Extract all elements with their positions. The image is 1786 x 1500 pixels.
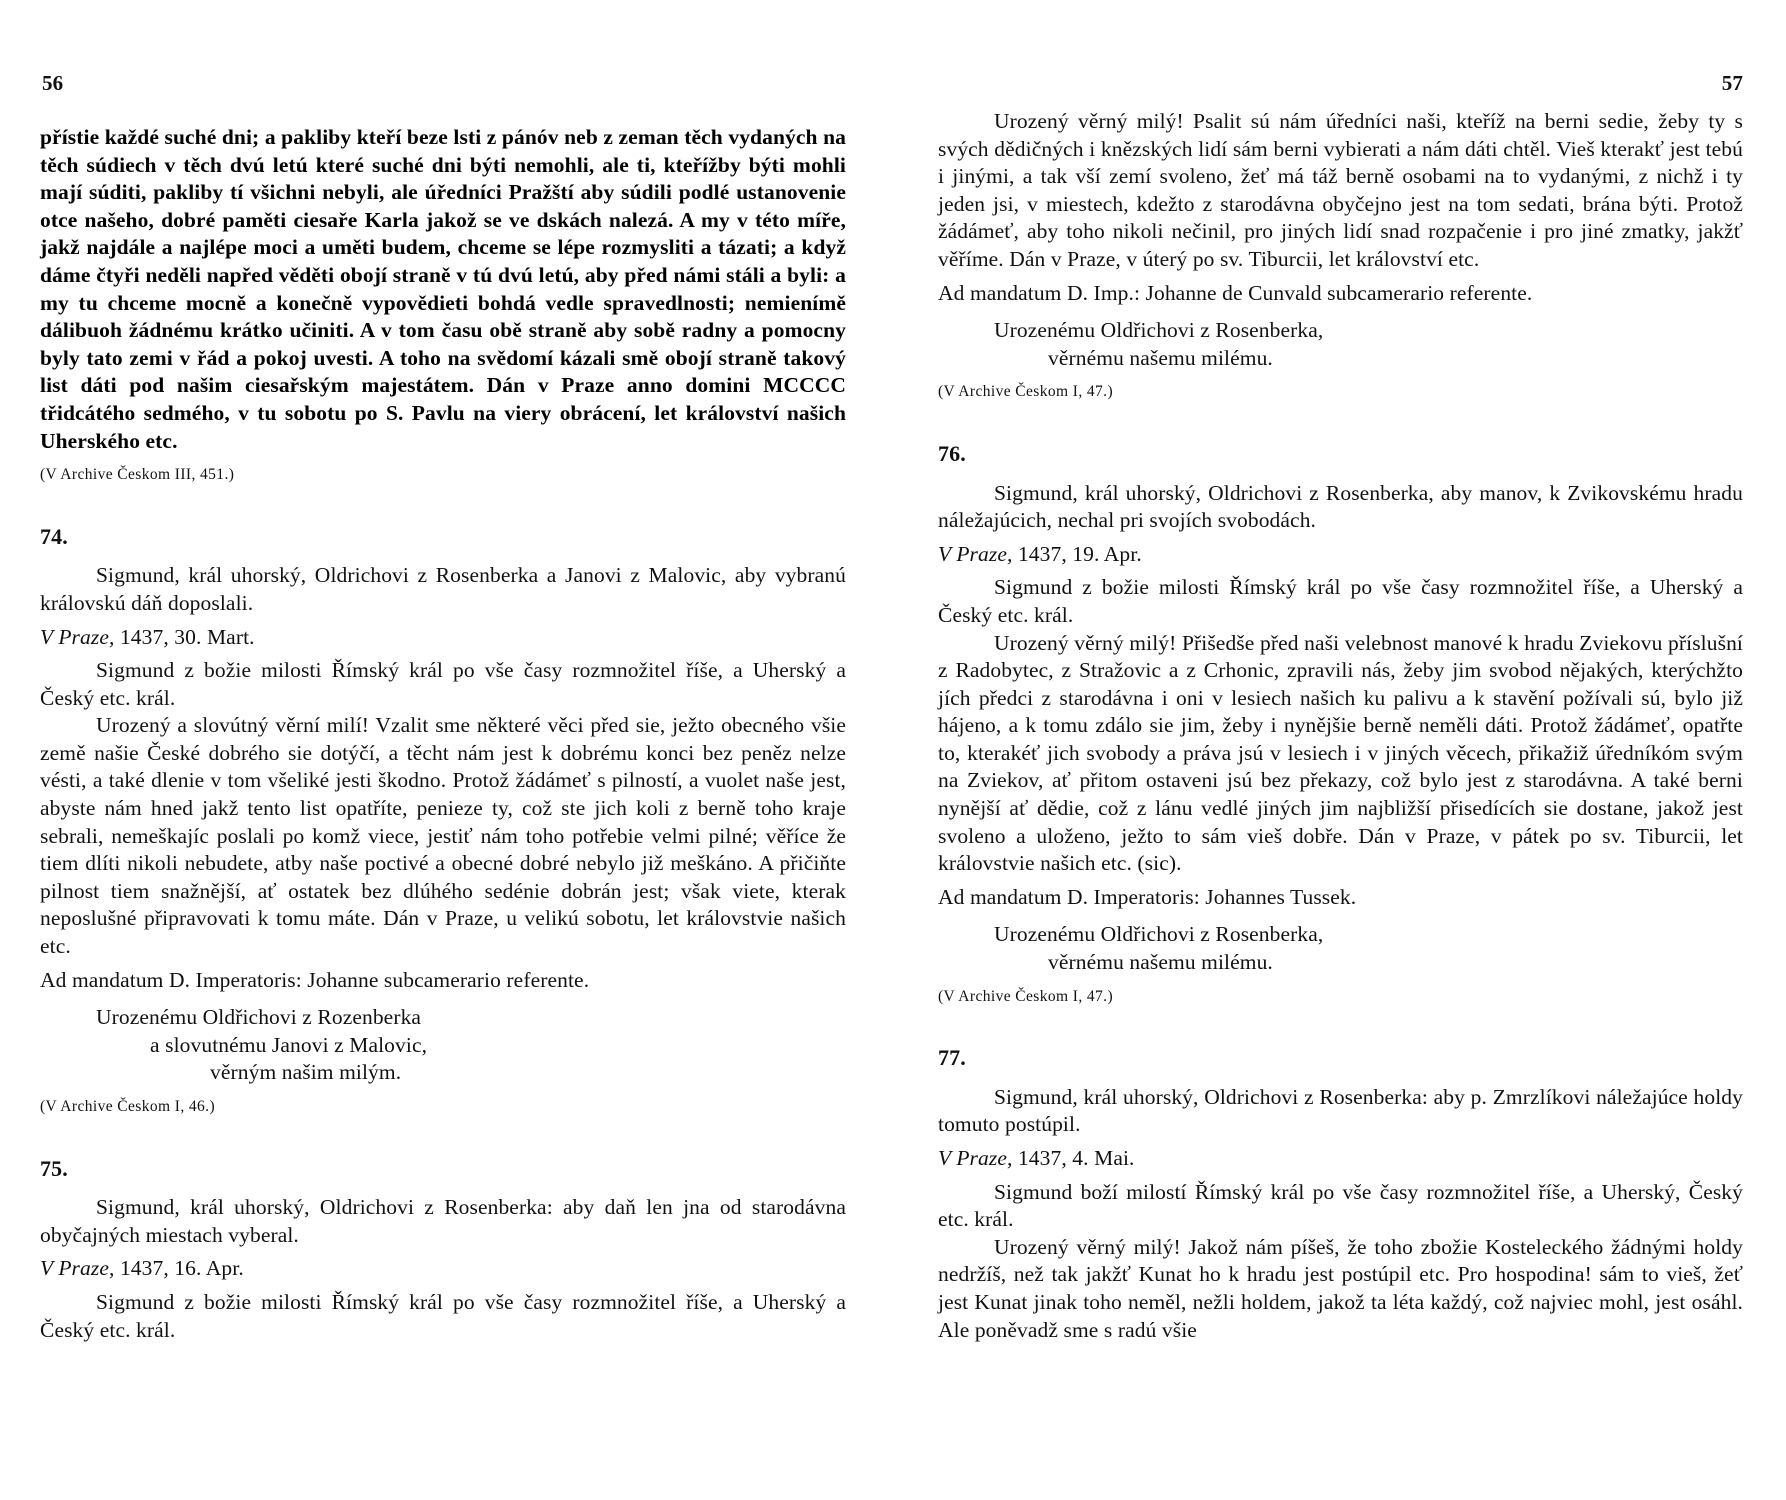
continued-text: přístie každé suché dni; a pakliby kteří beze lsti z pánóv neb z zeman těch vydaných na těch súdiech v těch dvú letú které suché dni býti nemohli, ale ti, kteřížby býti mohli mají súditi, pakliby tí všichni nebyli, ale úředníci Pražští aby súdili podlé ustanovenie otce našeho, dobré paměti ciesaře Karla jakož se ve dskách nalezá. A my v této míře, jakž najdále a najlépe moci a uměti budem, chceme se lépe rozmysliti a tázati; a když dáme čtyři neděli napřed věděti obojí straně v tú dvú letú, aby před námi stáli a byli: a my tu chceme mocně a konečně vypovědieti bohdá vedle spravedlnosti; nemienímě dálibuoh žádnému krátko učiniti. A v tom času obě straně aby sobě radny a pomocny byly tato zemi v řád a pokoj uvesti. A toho na svědomí kázali smě obojí straně takový list dáti pod našim ciesařským majestátem. Dán v Praze anno domini MCCCC třidcátého sedmého, v tu sobotu po S. Pavlu na viery obrácení, let království našich Uherského etc. bbox=[40, 125, 846, 453]
letter-text: Urozený věrný milý! Psalit sú nám úředníci naši, kteříž na berni sedie, žeby ty s svých dědičných i knězských lidí sám berni vybierati a nám dáti chtěl. Vieš kterakť jest tebú i jinými, a tak vší zemí svoleno, žeť má táž berně osobami na to vydanými, z nichž i ty jeden jsi, v miestech, kdežto z starodávna obyčejno jest na tom sedati, brána býti. Protož žádámeť, aby toho nikoli nečinil, pro jiných lidí snad rozpačenie i pro jiné zmatky, jakžť věříme. Dán v Praze, v úterý po sv. Tiburcii, let království etc. bbox=[938, 109, 1743, 271]
place: V Praze, bbox=[40, 1256, 115, 1281]
mandate-line: Ad mandatum D. Imperatoris: Johannes Tussek. bbox=[938, 884, 1357, 909]
letter-text: Urozený věrný milý! Přišedše před naši velebnost manové k hradu Zviekovu příslušní z Radobytec, z Stražovic a z Crhonic, zpravili nás, žeby jim svobod nějakých, kterýchžto jích předci z starodávna i oni v lesiech našich ku palivu a k stavění požívali sú, bylo již hájeno, a k tomu zdálo sie jim, žeby i nynějšie berně neměli dáti. Protož žádámeť, opatřte to, kterakéť jich svobody a práva jsú v lesiech i v jiných věcech, přikažiž úředníkóm svým na Zviekov, ať přitom ostaveni jsú bez překazy, což bylo jest z starodávna. A také berni nynější ať dědie, což z lánu vedlé jiných jim najbližší přisedících sie dostane, jakož jest svoleno a uloženo, ježto to sám vieš dobře. Dán v Praze, v pátek po sv. Tiburcii, let královstvie našich etc. (sic). bbox=[938, 630, 1743, 876]
address-line: věrnému našemu milému. bbox=[1048, 950, 1273, 975]
place-date bbox=[938, 541, 1713, 569]
page-number: 56 bbox=[42, 71, 64, 95]
document-number: 75. bbox=[40, 1155, 68, 1181]
left-page bbox=[40, 0, 846, 1500]
document-number: 74. bbox=[40, 523, 68, 549]
address-line: Urozenému Oldřichovi z Rosenberka, bbox=[994, 318, 1324, 343]
place: V Praze, bbox=[938, 541, 1013, 566]
source-citation: (V Archive Českom III, 451.) bbox=[40, 466, 235, 484]
greeting: Sigmund z božie milosti Římský král po vše časy rozmnožitel říše, a Uherský a Český etc. král. bbox=[40, 658, 846, 710]
date: 1437, 4. Mai. bbox=[1017, 1146, 1135, 1170]
letter-text: Urozený a slovútný věrní milí! Vzalit sme některé věci před sie, ježto obecného všie země našie České dobrého sie dotýčí, a těcht nám jest k dobrému konci bez peněz nelze vésti, a také dlenie v tom všeliké jesti škodno. Protož žádámeť s pilností, a vuolet naše jest, abyste nám hned jakž tento list opatříte, penieze ty, což ste jich koli z berně toho kraje sebrali, nemeškajíc poslali po komž viece, jestiť nám toho potřebie velmi pilné; věříce že tiem dlíti nikoli nebudete, atby naše poctivé a obecné dobré nebylo již meškáno. A přičiňte pilnost tiem snažnější, ať ostatek bez dlúhého sedénie dobrán jest; však viete, kterak neposlušné připravovati k tomu máte. Dán v Praze, u velikú sobotu, let královstvie našich etc. bbox=[40, 713, 846, 959]
left-page-body bbox=[40, 124, 846, 1344]
document-summary: Sigmund, král uhorský, Oldrichovi z Rosenberka: aby p. Zmrzlíkovi náležajúce holdy tomuto postúpil. bbox=[938, 1084, 1743, 1137]
address-line: a slovutnému Janovi z Malovic, bbox=[150, 1032, 428, 1057]
place-date bbox=[40, 624, 816, 652]
greeting: Sigmund z božie milosti Římský král po vše časy rozmnožitel říše, a Uherský a Český etc. král. bbox=[40, 1289, 846, 1342]
greeting: Sigmund z božie milosti Římský král po vše časy rozmnožitel říše, a Uherský a Český etc. král. bbox=[938, 575, 1743, 627]
letter-text: Urozený věrný milý! Jakož nám píšeš, že toho zbožie Kosteleckého žádnými holdy nedržíš, než tak jakžť Kunat ho k hradu jest postúpil etc. Pro hospodina! sám to vieš, žeť jest Kunat jinak toho neměl, nežli holdem, jakož ta léta každý, což najviec mohl, jest osáhl. Ale poněvadž sme s radú všie bbox=[938, 1234, 1743, 1342]
right-page-body bbox=[938, 108, 1743, 1344]
date: 1437, 30. Mart. bbox=[119, 624, 255, 649]
source-citation: (V Archive Českom I, 47.) bbox=[938, 383, 1114, 401]
address-line: věrným našim milým. bbox=[210, 1060, 402, 1085]
date: 1437, 16. Apr. bbox=[119, 1256, 244, 1281]
place: V Praze, bbox=[938, 1146, 1013, 1170]
date: 1437, 19. Apr. bbox=[1017, 541, 1142, 566]
source-citation: (V Archive Českom I, 46.) bbox=[40, 1098, 216, 1115]
right-page bbox=[938, 0, 1743, 1500]
greeting: Sigmund boží milostí Římský král po vše časy rozmnožitel říše, a Uherský, Český etc. král. bbox=[938, 1179, 1743, 1232]
document-number: 76. bbox=[938, 440, 966, 466]
page-number: 57 bbox=[1721, 71, 1743, 95]
document-summary: Sigmund, král uhorský, Oldrichovi z Rosenberka a Janovi z Malovic, aby vybranú královskú dáň doposlali. bbox=[40, 563, 846, 615]
mandate-line: Ad mandatum D. Imp.: Johanne de Cunvald subcamerario referente. bbox=[938, 280, 1533, 305]
document-number: 77. bbox=[938, 1045, 966, 1071]
address-line: Urozenému Oldřichovi z Rosenberka, bbox=[994, 922, 1324, 947]
address-line: věrnému našemu milému. bbox=[1048, 345, 1273, 370]
place-date bbox=[40, 1255, 816, 1283]
address-line: Urozenému Oldřichovi z Rozenberka bbox=[96, 1005, 422, 1030]
mandate-line: Ad mandatum D. Imperatoris: Johanne subcamerario referente. bbox=[40, 967, 590, 992]
source-citation: (V Archive Českom I, 47.) bbox=[938, 987, 1114, 1005]
document-summary: Sigmund, král uhorský, Oldrichovi z Rosenberka, aby manov, k Zvikovskému hradu náležajúcich, nechal pri svojích svobodách. bbox=[938, 480, 1743, 533]
place: V Praze, bbox=[40, 624, 115, 649]
place-date bbox=[938, 1145, 1713, 1173]
document-summary: Sigmund, král uhorský, Oldrichovi z Rosenberka: aby daň len jna od starodávna obyčajných miestach vyberal. bbox=[40, 1195, 846, 1247]
